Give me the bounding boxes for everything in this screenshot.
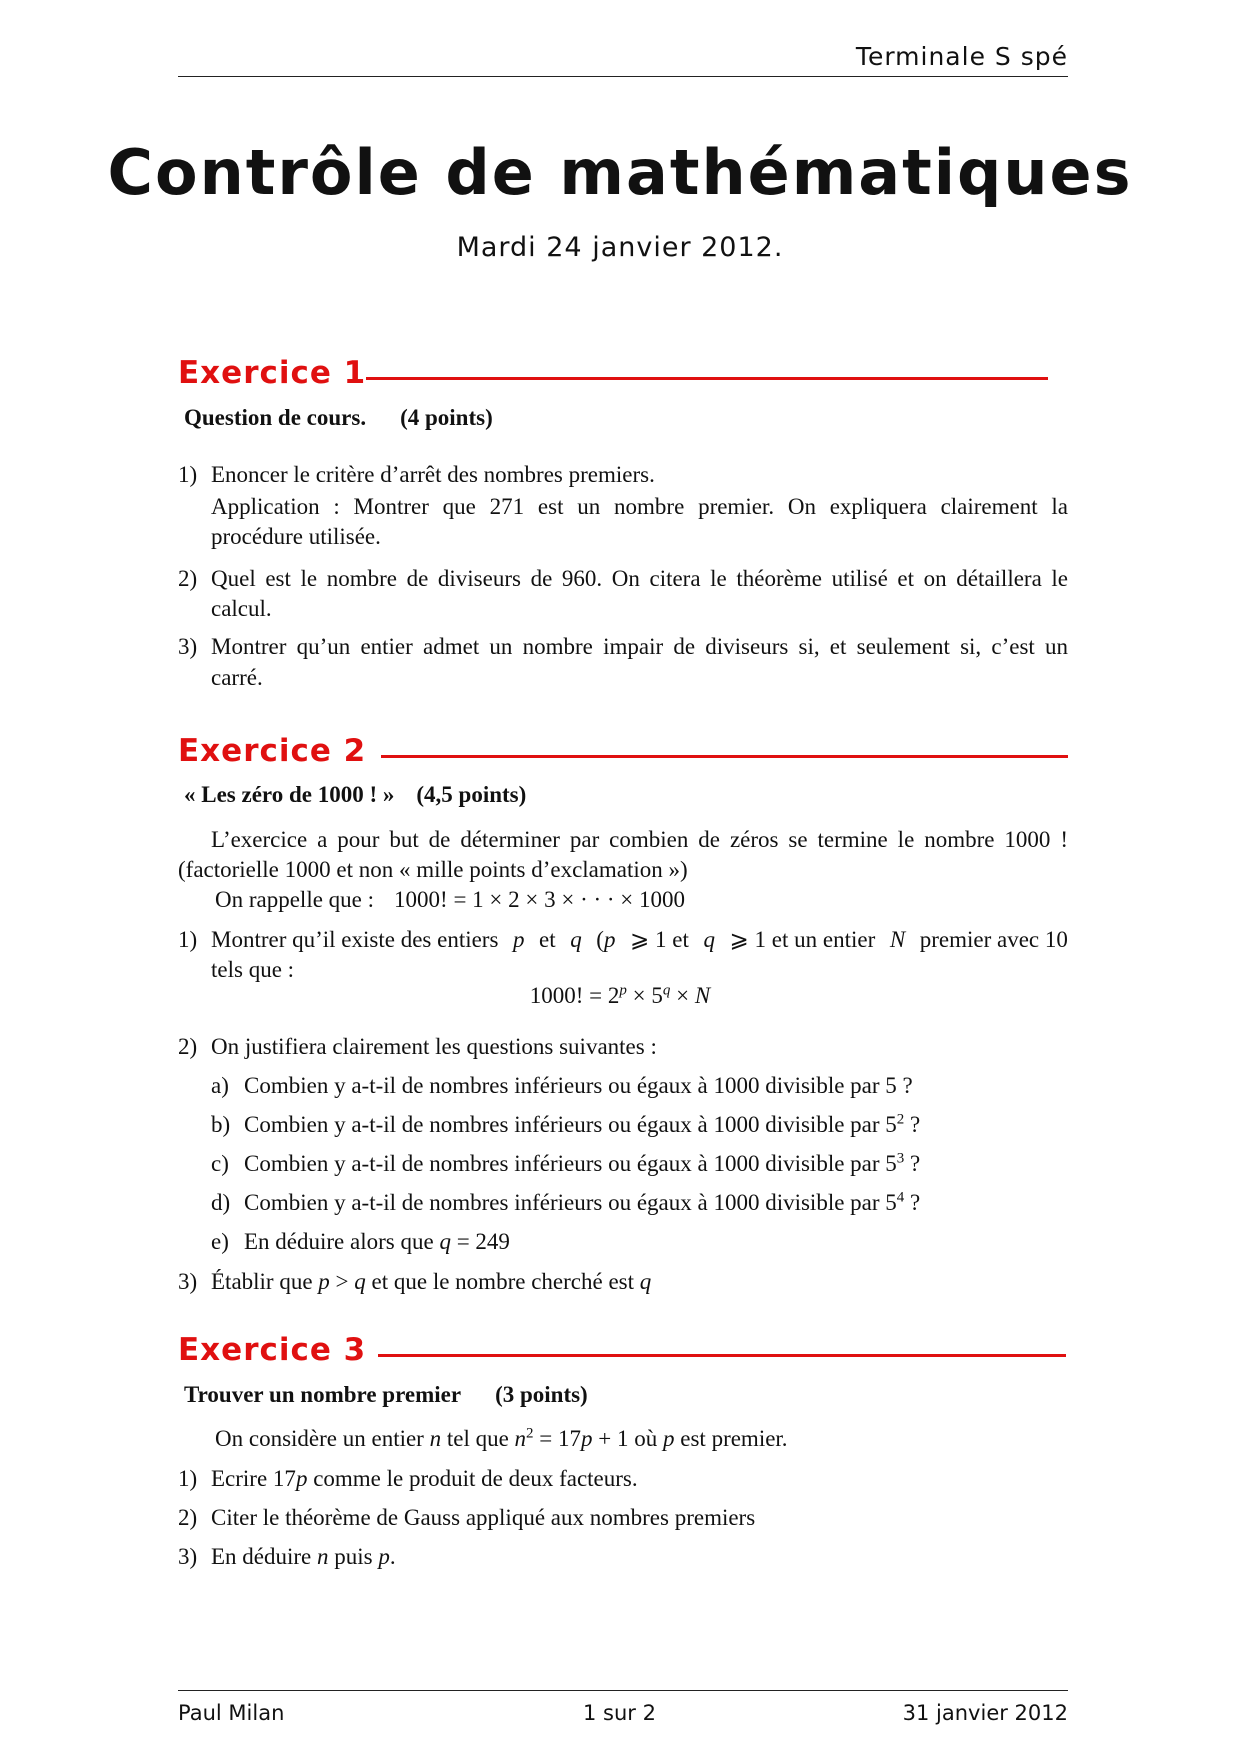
ex1-item-1-line-1: Enoncer le critère d’arrêt des nombres premiers. (211, 462, 655, 487)
ex3-intro-a: On considère un entier (215, 1426, 424, 1451)
exercise-3-heading (178, 1332, 1068, 1372)
q3-text-c: et que le nombre cherché est (371, 1269, 634, 1294)
exercise-3-title (184, 1382, 588, 1408)
q3-text-a: Établir que (211, 1269, 313, 1294)
sub-c-base: 5 (885, 1151, 897, 1176)
var-n: n (514, 1426, 527, 1451)
sub-a-end: ? (896, 1073, 913, 1098)
var-q: q (639, 1269, 652, 1294)
ex2-q3-number: 3) (178, 1269, 198, 1294)
sub-c-letter: c) (211, 1151, 229, 1176)
exp-p: p (619, 982, 627, 999)
page-header (178, 38, 1068, 77)
var-p: p (378, 1544, 390, 1569)
ex2-sub-c (211, 1149, 920, 1179)
exp-q: q (662, 982, 671, 999)
ex3-item-2-number: 2) (178, 1505, 198, 1530)
page-title: Contrôle de mathématiques (107, 136, 1133, 209)
ex2-sub-d (211, 1188, 920, 1218)
course-label: Terminale S spé (855, 42, 1068, 71)
sub-b-base: 5 (885, 1112, 897, 1137)
footer-date: 31 janvier 2012 (902, 1701, 1068, 1725)
exercise-1-label: Exercice 1 (178, 355, 367, 391)
ex3-item-3-a: En déduire (211, 1544, 312, 1569)
page-footer (178, 1690, 1068, 1731)
var-n: n (317, 1544, 329, 1569)
var-q: q (439, 1229, 451, 1254)
ex3-item-1-number: 1) (178, 1466, 198, 1491)
sub-e-letter: e) (211, 1229, 229, 1254)
ex3-item-2-text: Citer le théorème de Gauss appliqué aux nombres premiers (211, 1505, 756, 1530)
exercise-2-title (184, 782, 526, 808)
exercise-2-title-text: « Les zéro de 1000 ! » (184, 782, 395, 807)
ex3-item-3-c: . (389, 1544, 396, 1569)
ex2-q1-text-d: ⩾ 1 et (630, 927, 689, 952)
var-q: q (354, 1269, 366, 1294)
exercise-1-heading (178, 355, 1048, 395)
ex3-intro-b: tel que (446, 1426, 509, 1451)
var-q: q (570, 927, 582, 952)
ex2-intro-line-1: L’exercice a pour but de déterminer par combien de zéros se termine le nombre 1000 ! (211, 827, 1068, 852)
var-p: p (603, 927, 616, 952)
ex3-item-3-number: 3) (178, 1544, 198, 1569)
sub-c-exp: 3 (896, 1150, 905, 1167)
sub-b-letter: b) (211, 1112, 231, 1137)
exercise-1-rule (366, 377, 1048, 380)
ex1-item-3-number: 3) (178, 634, 198, 659)
ex3-intro-e: est premier. (680, 1426, 788, 1451)
var-p: p (295, 1466, 308, 1491)
sub-e-text: En déduire alors que (244, 1229, 434, 1254)
sub-d-letter: d) (211, 1190, 231, 1215)
exercise-2-rule (381, 755, 1068, 758)
ex2-q1-number: 1) (178, 927, 198, 952)
ex1-item-3-line-1: Montrer qu’un entier admet un nombre impair de diviseurs si, et seulement si, c’est un (211, 634, 1068, 659)
ex2-recall-label: On rappelle que : (215, 887, 375, 912)
ex1-item-1-line-2: Application : Montrer que 271 est un nombre premier. On expliquera clairement la (211, 494, 1068, 519)
ex1-item-1-line-3: procédure utilisée. (211, 524, 381, 549)
sub-b-prefix: Combien y a-t-il de nombres inférieurs ou égaux à 1000 divisible par (244, 1112, 880, 1137)
var-q: q (703, 927, 715, 952)
sub-b-end: ? (904, 1112, 921, 1137)
footer-author: Paul Milan (178, 1701, 285, 1725)
ex2-sub-e (211, 1227, 510, 1257)
ex2-q1-text-b: et (539, 927, 556, 952)
sub-a-letter: a) (211, 1073, 229, 1098)
ex2-q2-text: On justifiera clairement les questions suivantes : (211, 1034, 657, 1059)
formula-end: × (670, 983, 695, 1008)
q3-text-b: > (335, 1269, 349, 1294)
ex3-item-3-b: puis (334, 1544, 373, 1569)
exercise-1-points: (4 points) (400, 405, 493, 430)
ex2-q1-text-c: ( (596, 927, 604, 952)
exercise-3-points: (3 points) (495, 1382, 588, 1407)
ex2-q3-text (211, 1267, 651, 1297)
var-n-upper: N (694, 983, 711, 1008)
var-p: p (512, 927, 525, 952)
ex2-q1-text-f: premier avec 10 (919, 927, 1068, 952)
formula-mid: × 5 (626, 983, 663, 1008)
sub-d-base: 5 (885, 1190, 897, 1215)
ex3-intro-c: = 17 (539, 1426, 582, 1451)
exercise-2-label: Exercice 2 (178, 733, 367, 769)
exam-date: Mardi 24 janvier 2012. (456, 232, 784, 263)
sub-d-prefix: Combien y a-t-il de nombres inférieurs ou égaux à 1000 divisible par (244, 1190, 880, 1215)
sub-d-end: ? (904, 1190, 921, 1215)
ex1-item-2-number: 2) (178, 566, 198, 591)
ex2-q2-number: 2) (178, 1034, 198, 1059)
ex2-recall (215, 885, 685, 915)
var-p: p (663, 1426, 675, 1451)
exercise-2-points: (4,5 points) (416, 782, 527, 807)
ex3-item-1-a: Ecrire 17 (211, 1466, 296, 1491)
sub-d-exp: 4 (896, 1189, 905, 1206)
ex2-sub-a (211, 1071, 913, 1101)
ex2-intro-line-2: (factorielle 1000 et non « mille points d’exclamation ») (178, 857, 688, 882)
ex3-intro (215, 1424, 788, 1454)
exp-2: 2 (526, 1425, 534, 1442)
sub-a-base: 5 (885, 1073, 897, 1098)
ex3-item-1-b: comme le produit de deux facteurs. (307, 1466, 638, 1491)
formula-lhs: 1000! = 2 (529, 983, 620, 1008)
exercise-3-title-text: Trouver un nombre premier (184, 1382, 462, 1407)
ex3-intro-d: + 1 où (598, 1426, 658, 1451)
ex1-item-1-number: 1) (178, 462, 198, 487)
ex2-sub-b (211, 1110, 920, 1140)
ex1-item-3-line-2: carré. (211, 665, 263, 690)
ex3-item-3-text (211, 1542, 396, 1572)
ex3-item-1-text (211, 1464, 638, 1494)
exercise-3-label: Exercice 3 (178, 1332, 367, 1368)
exercise-1-title (184, 405, 493, 431)
sub-c-prefix: Combien y a-t-il de nombres inférieurs ou égaux à 1000 divisible par (244, 1151, 880, 1176)
ex2-recall-formula: 1000! = 1 × 2 × 3 × · · · × 1000 (394, 887, 686, 912)
var-n: n (429, 1426, 442, 1451)
sub-a-prefix: Combien y a-t-il de nombres inférieurs ou égaux à 1000 divisible par (244, 1073, 880, 1098)
ex1-item-2-line-2: calcul. (211, 596, 272, 621)
ex2-main-formula (0, 983, 1240, 1009)
var-n-upper: N (889, 927, 906, 952)
ex2-q1-line-2: tels que : (211, 957, 295, 982)
sub-b-exp: 2 (896, 1111, 905, 1128)
ex2-q1-line-1 (211, 925, 1068, 955)
exercise-1-title-text: Question de cours. (184, 405, 367, 430)
var-p: p (318, 1269, 330, 1294)
sub-e-value: = 249 (456, 1229, 510, 1254)
exercise-3-rule (378, 1354, 1066, 1357)
ex2-q1-text-e: ⩾ 1 et un entier (729, 927, 876, 952)
var-p: p (581, 1426, 593, 1451)
ex1-item-2-line-1: Quel est le nombre de diviseurs de 960. On citera le théorème utilisé et on détaillera le (211, 566, 1068, 591)
exercise-2-heading (178, 733, 1068, 773)
footer-page-number: 1 sur 2 (583, 1701, 656, 1725)
ex2-q1-text-a: Montrer qu’il existe des entiers (211, 927, 499, 952)
sub-c-end: ? (904, 1151, 921, 1176)
